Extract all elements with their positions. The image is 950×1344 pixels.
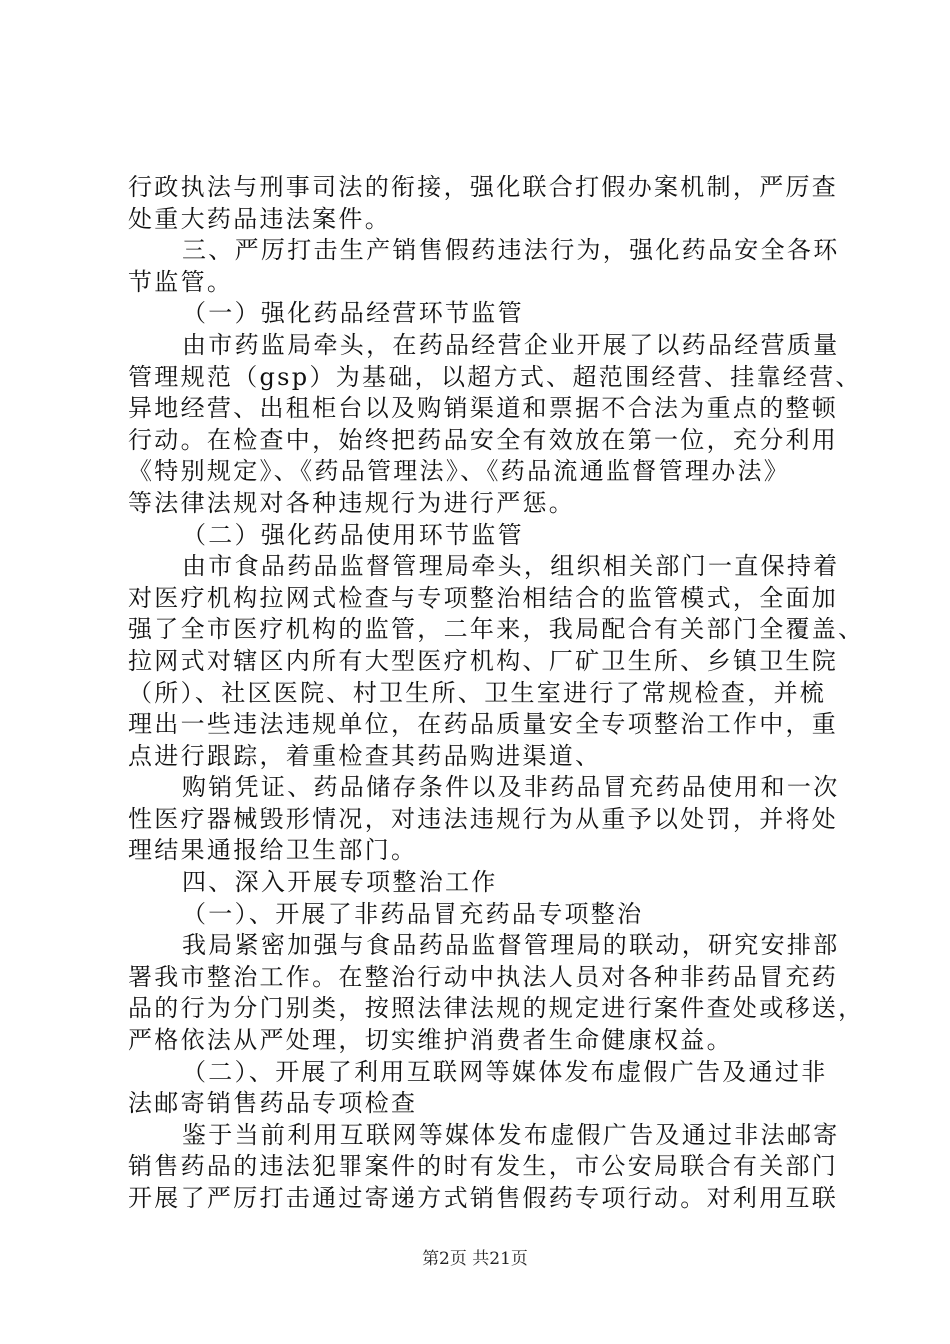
text-line: 四、深入开展专项整治工作 [182,868,498,897]
text-line: 法邮寄销售药品专项检查 [128,1089,418,1118]
text-line: 理结果通报给卫生部门。 [128,836,418,865]
text-line: 强了全市医疗机构的监管，二年来，我局配合有关部门全覆盖、 [128,615,865,644]
page-number-footer: 第2页 共21页 [422,1249,528,1269]
text-line: 开展了严厉打击通过寄递方式销售假药专项行动。对利用互联 [128,1184,839,1212]
text-line: （二）强化药品使用环节监管 [182,520,524,549]
text-line: 销售药品的违法犯罪案件的时有发生，市公安局联合有关部门 [128,1152,839,1181]
text-line: 等法律法规对各种违规行为进行严惩。 [128,488,576,517]
document-body [128,172,865,1215]
text-line: 性医疗器械毁形情况，对违法违规行为从重予以处罚，并将处 [128,804,839,833]
text-line: 行政执法与刑事司法的衔接，强化联合打假办案机制，严厉查 [128,173,839,201]
text-line: 我局紧密加强与食品药品监督管理局的联动，研究安排部 [182,931,840,960]
text-line: 《特别规定》、《药品管理法》、《药品流通监督管理办法》 [128,457,791,486]
text-line: 三、严厉打击生产销售假药违法行为，强化药品安全各环 [182,236,840,265]
text-line: 节监管。 [128,267,234,296]
text-line: 署我市整治工作。在整治行动中执法人员对各种非药品冒充药 [128,962,839,991]
text-line: 拉网式对辖区内所有大型医疗机构、厂矿卫生所、乡镇卫生院 [128,646,839,675]
text-line: 购销凭证、药品储存条件以及非药品冒充药品使用和一次 [182,773,840,802]
text-line: 鉴于当前利用互联网等媒体发布虚假广告及通过非法邮寄 [182,1120,840,1149]
text-line: 由市药监局牵头，在药品经营企业开展了以药品经营质量 [182,330,840,359]
text-line: 处重大药品违法案件。 [128,204,391,233]
text-line: 异地经营、出租柜台以及购销渠道和票据不合法为重点的整顿 [128,394,839,423]
text-line: 严格依法从严处理，切实维护消费者生命健康权益。 [128,1026,733,1055]
text-line: （一）、开展了非药品冒充药品专项整治 [182,899,644,928]
text-line: 理出一些违法违规单位，在药品质量安全专项整治工作中，重 [128,710,839,739]
text-line: 管理规范（gsp）为基础，以超方式、超范围经营、挂靠经营、 [128,362,862,391]
text-line: （二）、开展了利用互联网等媒体发布虚假广告及通过非 [182,1057,828,1086]
text-line: 品的行为分门别类，按照法律法规的规定进行案件查处或移送， [128,994,865,1023]
text-line: （所）、社区医院、村卫生所、卫生室进行了常规检查，并梳 [128,678,827,707]
text-line: 点进行跟踪，着重检查其药品购进渠道、 [128,741,602,770]
text-line: 由市食品药品监督管理局牵头，组织相关部门一直保持着 [182,552,840,581]
text-line: （一）强化药品经营环节监管 [182,299,524,328]
text-line: 对医疗机构拉网式检查与专项整治相结合的监管模式，全面加 [128,583,839,612]
text-line: 行动。在检查中，始终把药品安全有效放在第一位，充分利用 [128,425,839,454]
